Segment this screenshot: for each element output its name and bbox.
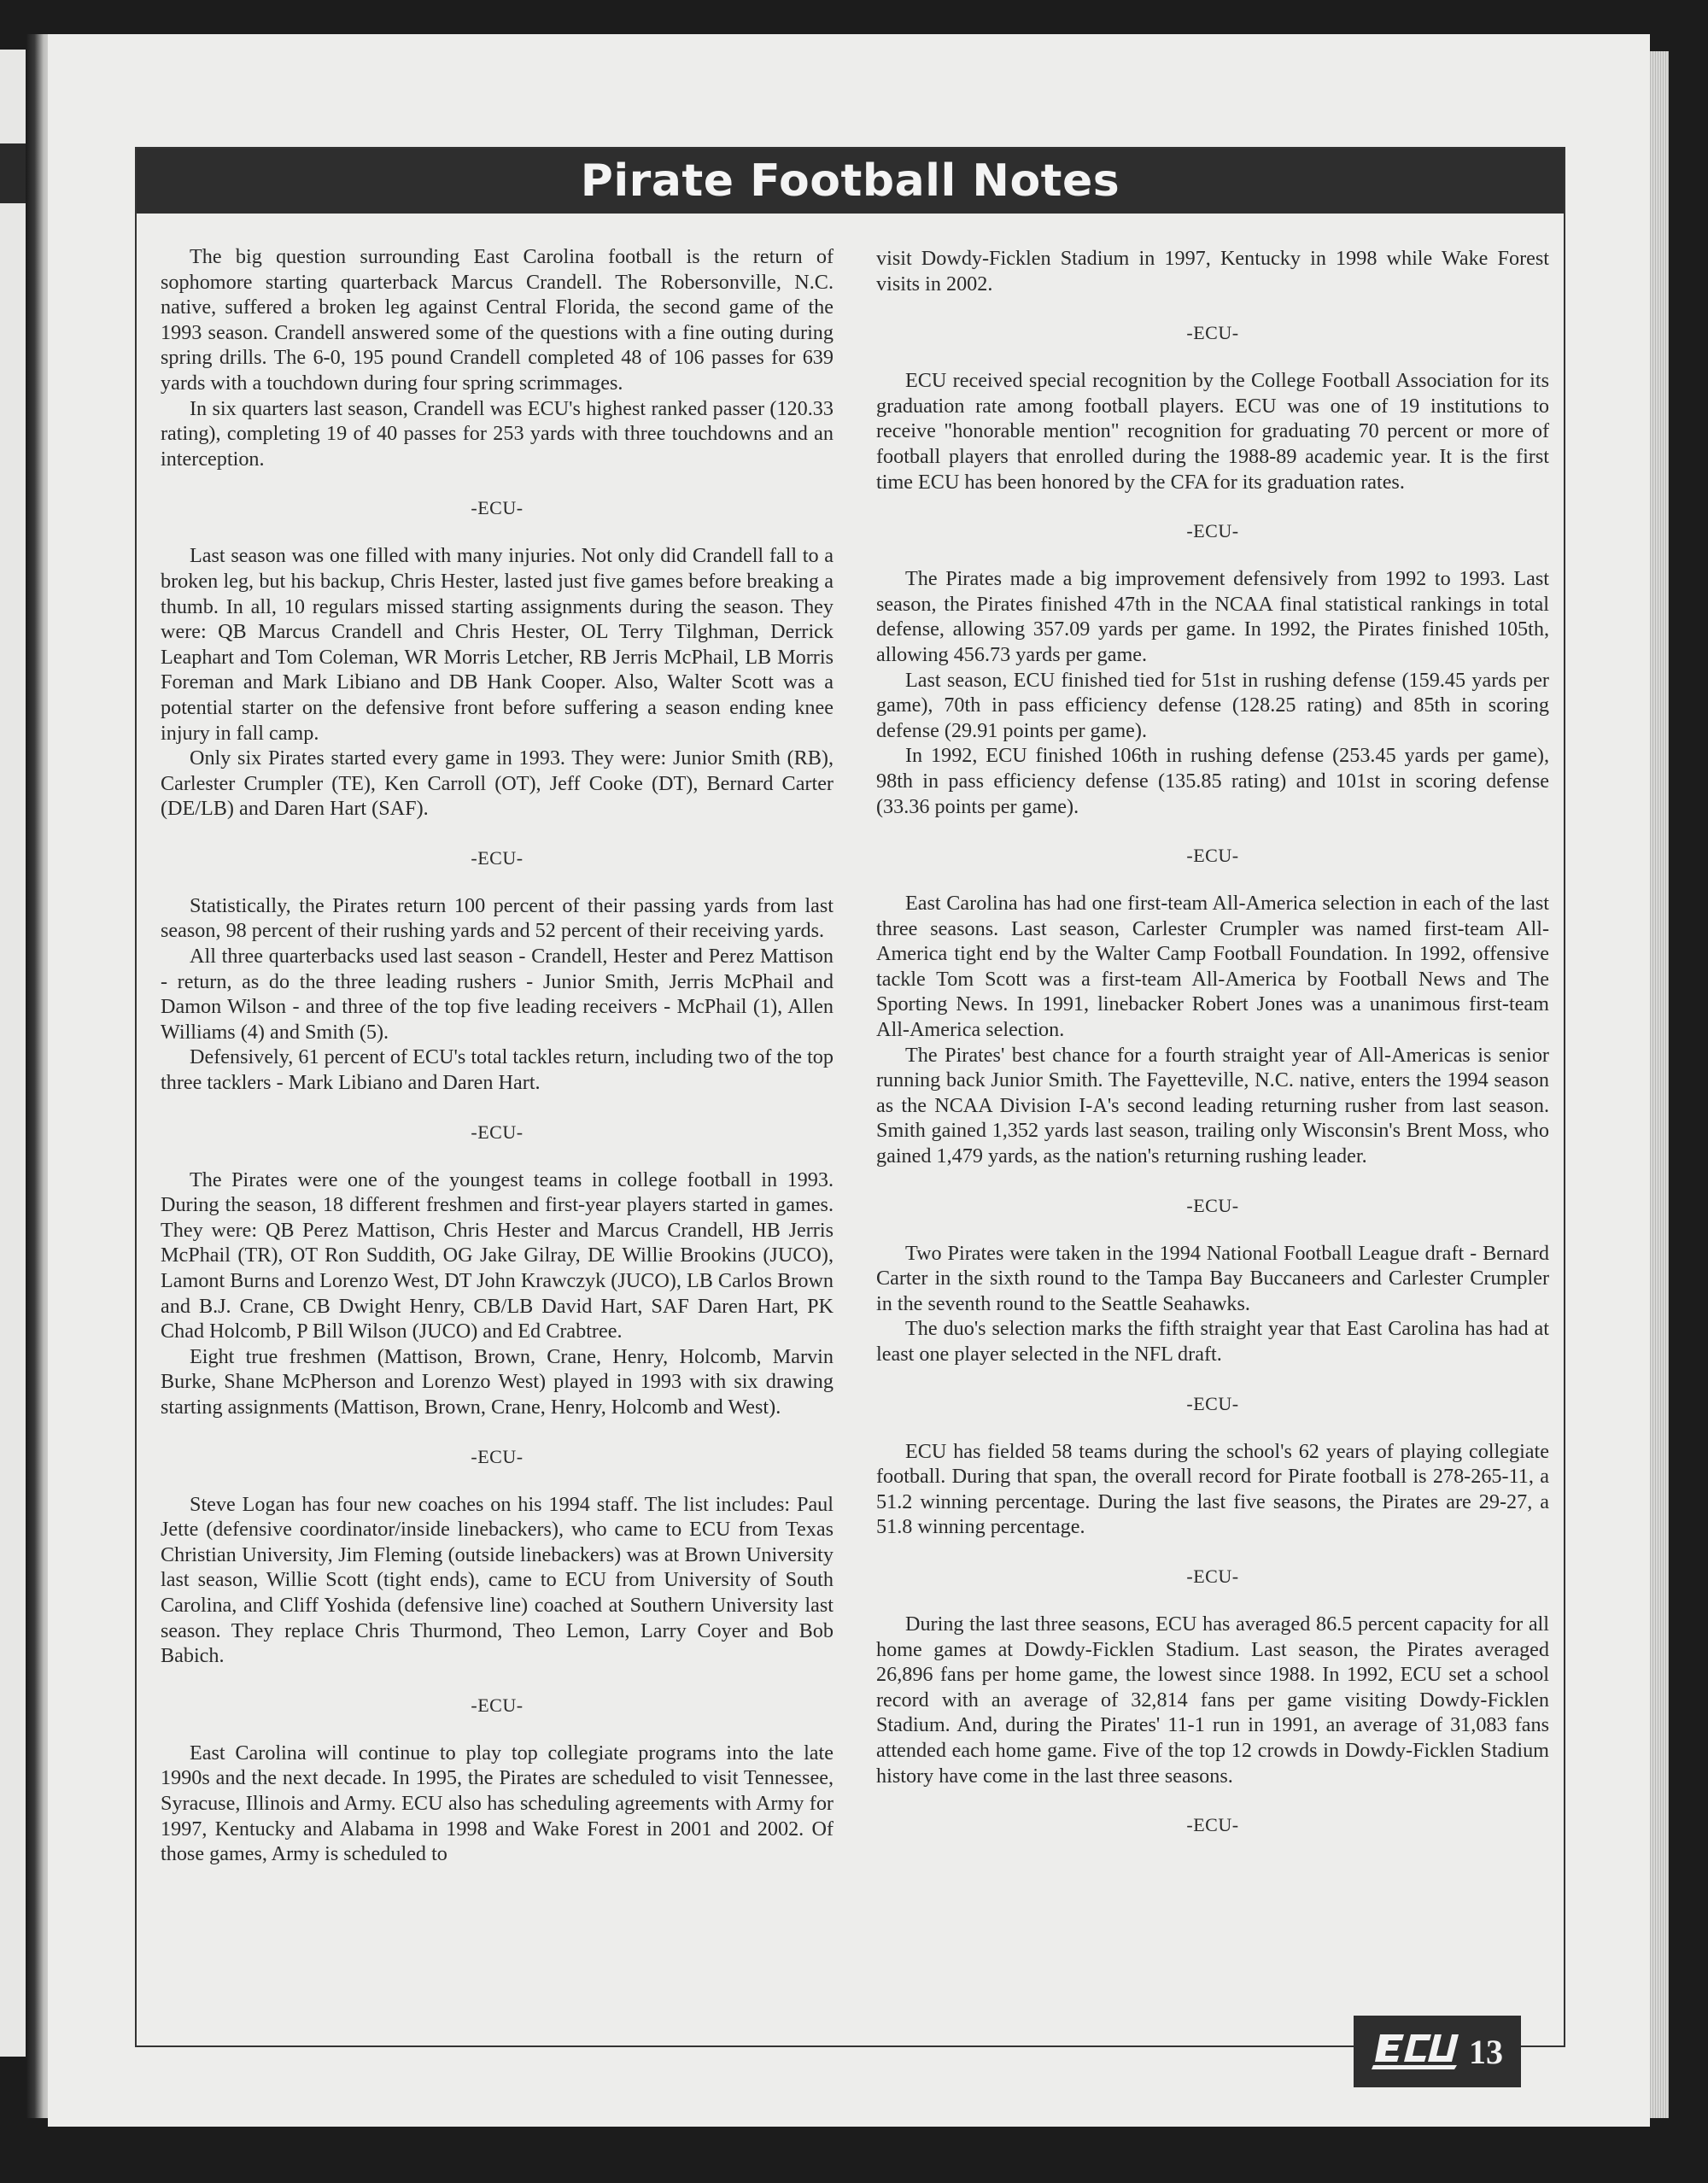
paragraph: Two Pirates were taken in the 1994 National Football League draft - Bernard Carter in the sixth round to the Tampa Bay Buccaneers and Carlester Crumpler in the seventh round to the Seattle Seahawks.: [876, 1241, 1549, 1315]
paragraph: During the last three seasons, ECU has averaged 86.5 percent capacity for all home games at Dowdy-Ficklen Stadium. Last season, the Pirates averaged 26,896 fans per home game, the lowest since 1988. In 1992, ECU set a school record with an average of 32,814 fans per game visiting Dowdy-Ficklen Stadium. And, during the Pirates' 11-1 run in 1991, an average of 31,083 fans attended each home game. Five of the top 12 crowds in Dowdy-Ficklen Stadium history have come in the last three seasons.: [876, 1612, 1549, 1788]
footer-badge: [1354, 2016, 1521, 2087]
section-separator: -ECU-: [1186, 520, 1239, 542]
section-separator: -ECU-: [1186, 1194, 1239, 1216]
paragraph: East Carolina has had one first-team All-America selection in each of the last three seasons. Last season, Carlester Crumpler was named first-team All-America tight end by the Walter Camp Football Foundation. In 1992, offensive tackle Tom Scott was a first-team All-America by Football News and The Sporting News. In 1991, linebacker Robert Jones was a unanimous first-team All-America selection.: [876, 892, 1549, 1042]
paragraph: In six quarters last season, Crandell was ECU's highest ranked passer (120.33 rating), completing 19 of 40 passes for 253 yards with three touchdowns and an interception.: [161, 396, 834, 471]
previous-page-edge: [0, 50, 26, 2057]
ecu-logo: [1372, 2028, 1460, 2075]
paragraph: The duo's selection marks the fifth straight year that East Carolina has had at least one player selected in the NFL draft.: [876, 1317, 1549, 1366]
section-separator: -ECU-: [471, 1694, 524, 1716]
section-separator: -ECU-: [1186, 1814, 1239, 1836]
paragraph: In 1992, ECU finished 106th in rushing defense (253.45 yards per game), 98th in pass efficiency defense (135.85 rating) and 101st in scoring defense (33.36 points per game).: [876, 744, 1549, 818]
paragraph: The big question surrounding East Carolina football is the return of sophomore starting quarterback Marcus Crandell. The Robersonville, N.C. native, suffered a broken leg against Central Florida, the second game of the 1993 season. Crandell answered some of the questions with a fine outing during spring drills. The 6-0, 195 pound Crandell completed 48 of 106 passes for 639 yards with a touchdown during four spring scrimmages.: [161, 245, 834, 395]
paragraph: The Pirates made a big improvement defensively from 1992 to 1993. Last season, the Pirates finished 47th in the NCAA final statistical rankings in total defense, allowing 357.09 yards per game. In 1992, the Pirates finished 105th, allowing 456.73 yards per game.: [876, 567, 1549, 666]
paragraph: Last season was one filled with many injuries. Not only did Crandell fall to a broken leg, but his backup, Chris Hester, lasted just five games before breaking a thumb. In all, 10 regulars missed starting assignments during the season. They were: QB Marcus Crandell and Chris Hester, OL Terry Tilghman, Derrick Leaphart and Tom Coleman, WR Morris Letcher, RB Jerris McPhail, LB Morris Foreman and Mark Libiano and DB Hank Cooper. Also, Walter Scott was a potential starter on the defensive front before suffering a season ending knee injury in fall camp.: [161, 544, 834, 745]
section-separator: -ECU-: [471, 846, 524, 869]
section-separator: -ECU-: [1186, 322, 1239, 344]
section-separator: -ECU-: [471, 1445, 524, 1467]
paragraph: Steve Logan has four new coaches on his 1994 staff. The list includes: Paul Jette (defensive coordinator/inside linebackers), who came to ECU from Texas Christian University, Jim Fleming (outside linebackers) was at Brown University last season, Willie Scott (tight ends), came to ECU from University of South Carolina, and Cliff Yoshida (defensive line) coached at Southern University last season. They replace Chris Thurmond, Theo Lemon, Larry Coyer and Bob Babich.: [161, 1492, 834, 1668]
paragraph: Only six Pirates started every game in 1993. They were: Junior Smith (RB), Carlester Crumpler (TE), Ken Carroll (OT), Jeff Cooke (DT), Bernard Carter (DE/LB) and Daren Hart (SAF).: [161, 746, 834, 821]
paragraph: ECU received special recognition by the College Football Association for its graduation rate among football players. ECU was one of 19 institutions to receive "honorable mention" recognition for graduating 70 percent or more of football players that enrolled during the 1988-89 academic year. It is the first time ECU has been honored by the CFA for its graduation rates.: [876, 369, 1549, 494]
right-column: [876, 246, 1549, 1838]
paragraph: Eight true freshmen (Mattison, Brown, Crane, Henry, Holcomb, Marvin Burke, Shane McPherson and Lorenzo West) played in 1993 with six drawing starting assignments (Mattison, Brown, Crane, Henry, Holcomb and West).: [161, 1344, 834, 1419]
section-separator: -ECU-: [1186, 845, 1239, 867]
paragraph: ECU has fielded 58 teams during the school's 62 years of playing collegiate football. During that span, the overall record for Pirate football is 278-265-11, a 51.2 winning percentage. During the last five seasons, the Pirates are 29-27, a 51.8 winning percentage.: [876, 1439, 1549, 1539]
paragraph: All three quarterbacks used last season - Crandell, Hester and Perez Mattison - return, as do the three leading rushers - Junior Smith, Jerris McPhail and Damon Wilson - and three of the top five leading receivers - McPhail (1), Allen Williams (4) and Smith (5).: [161, 945, 834, 1044]
page-title: Pirate Football Notes: [137, 149, 1564, 214]
content-frame: [135, 147, 1565, 2047]
section-separator: -ECU-: [471, 1121, 524, 1143]
section-separator: -ECU-: [1186, 1392, 1239, 1414]
left-column: [161, 244, 834, 1867]
paragraph: The Pirates were one of the youngest teams in college football in 1993. During the season, 18 different freshmen and first-year players started in games. They were: QB Perez Mattison, Chris Hester and Marcus Crandell, HB Jerris McPhail (TR), OT Ron Suddith, OG Jake Gilray, DE Willie Brookins (JUCO), Lamont Burns and Lorenzo West, DT John Krawczyk (JUCO), LB Carlos Brown and B.J. Crane, CB Dwight Henry, CB/LB David Hart, SAF Daren Hart, PK Chad Holcomb, P Bill Wilson (JUCO) and Ed Crabtree.: [161, 1168, 834, 1343]
page-number: 13: [1469, 2032, 1503, 2071]
paragraph: East Carolina will continue to play top collegiate programs into the late 1990s and the next decade. In 1995, the Pirates are scheduled to visit Tennessee, Syracuse, Illinois and Army. ECU also has scheduling agreements with Army for 1997, Kentucky and Alabama in 1998 and Wake Forest in 2001 and 2002. Of those games, Army is scheduled to: [161, 1741, 834, 1866]
paragraph: The Pirates' best chance for a fourth straight year of All-Americas is senior running back Junior Smith. The Fayetteville, N.C. native, enters the 1994 season as the NCAA Division I-A's second leading returning rusher from last season. Smith gained 1,352 yards last season, trailing only Wisconsin's Brent Moss, who gained 1,479 yards, as the nation's returning rushing leader.: [876, 1043, 1549, 1168]
paragraph: Statistically, the Pirates return 100 percent of their passing yards from last season, 98 percent of their rushing yards and 52 percent of their receiving yards.: [161, 893, 834, 943]
section-separator: -ECU-: [1186, 1565, 1239, 1587]
section-separator: -ECU-: [471, 497, 524, 519]
paragraph: Last season, ECU finished tied for 51st in rushing defense (159.45 yards per game), 70th in pass efficiency defense (128.25 rating) and 85th in scoring defense (29.91 points per game).: [876, 668, 1549, 742]
paragraph: visit Dowdy-Ficklen Stadium in 1997, Kentucky in 1998 while Wake Forest visits in 2002.: [876, 247, 1549, 296]
paragraph: Defensively, 61 percent of ECU's total tackles return, including two of the top three tacklers - Mark Libiano and Daren Hart.: [161, 1045, 834, 1095]
